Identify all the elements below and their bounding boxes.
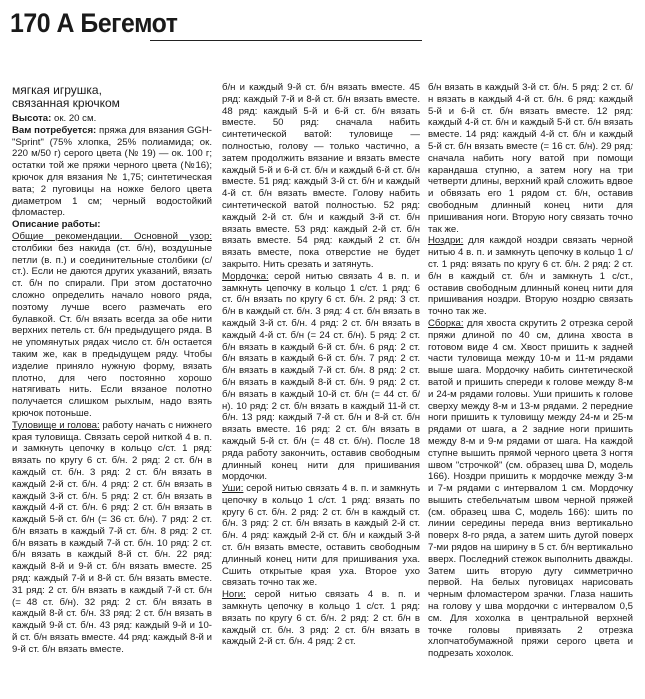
snout-label: Мордочка:	[222, 270, 269, 282]
legs-paragraph	[222, 589, 420, 648]
column-3	[428, 82, 633, 660]
nostrils-paragraph	[428, 235, 633, 318]
size-paragraph	[12, 113, 212, 125]
column-1	[12, 113, 212, 656]
description-heading: Описание работы:	[12, 219, 101, 231]
torso-paragraph	[12, 420, 212, 656]
legs-text: серой нитью связать 4 в. п. и замкнуть цепочку в кольцо 1 с/ст. 1 ряд: вязать по кругу 6 ст. б/н. 2 ряд: 2 ст. б/н в каждый ст. б/н. 3 ряд: 2 ст. б/н вязать в каждый 2-й ст. б/н. 4 ряд: 2 ст.	[222, 589, 420, 648]
materials-label: Вам потребуется:	[12, 124, 97, 136]
subtitle	[12, 84, 202, 110]
snout-text: серой нитью связать 4 в. п. и замкнуть цепочку в кольцо 1 с/ст. 1 ряд: 6 ст. б/н вязать по кругу 6 ст. б/н. 2 ряд: 3 ст. б/н в каждый ст. б/н. 3 ряд: 4 ст. б/н вязать в каждый 3-й ст. б/н. 4 ряд: 2 ст. б/н вязать в каждый 4-й ст. б/н (= 24 ст. б/н). 5 ряд: 2 ст. б/н вязать в каждый 6-й ст. б/н. 6 ряд: 2 ст. б/н вязать в каждый 6-й ст. б/н. 7 ряд: 2 ст. б/н вязать в каждый 7-й ст. б/н. 8 ряд: 2 ст. б/н вязать в каждый 8-й ст. б/н. 9 ряд: 2 ст. б/н вязать в каждый 10-й ст. б/н (= 44 ст. б/н). 10 ряд: 2 ст. б/н вязать в каждый 11-й ст. б/н. 13 ряд: каждый 7-й ст. б/н и 8-й ст. б/н вязать вместе. 16 ряд: 2 ст. б/н вязать в каждый 5-й ст. б/н (= 48 ст. б/н). После 18 ряда работу закончить, оставив свободным длинный конец нити для пришивания мордочки.	[222, 270, 420, 483]
torso-continued: б/н и каждый 9-й ст. б/н вязать вместе. 45 ряд: каждый 7-й и 8-й ст. б/н вязать вместе. 48 ряд: каждый 5-й и 6-й ст. б/н вязать вместе. 50 ряд: сначала набить синтетической ватой: туловище — полностью, голову — только частично, а затем продолжить вязание и вязать вместе каждый 5-й и 6-й ст. б/н и каждый 6-й ст. б/н вместе. 51 ряд: каждый 3-й ст. б/н и каждый 4-й ст. б/н вязать вместе. Голову набить синтетической ватой полностью. 52 ряд: каждый 2-й ст. б/н и каждый 3-й ст. б/н вязать вместе. 53 ряд: каждый 2-й ст. б/н вязать вместе. 54 ряд: каждый 2 ст. б/н вязать вместе, пока отверстие не будет закрыто. Нить срезать и затянуть.	[222, 82, 420, 270]
subtitle-line-2: связанная крючком	[12, 96, 120, 110]
title-rule	[150, 40, 422, 41]
snout-paragraph	[222, 271, 420, 483]
legs-continued: б/н вязать в каждый 3-й ст. б/н. 5 ряд: 2 ст. б/н вязать в каждый 4-й ст. б/н. 6 ряд: каждый 5-й и 6-й ст. б/н вязать вместе. 12 ряд: каждый 4-й ст. б/н и каждый 5-й ст. б/н вязать вместе. 14 ряд: каждый 4-й ст. б/н и каждый 5-й ст. б/н вязать вместе (= 16 ст. б/н). 29 ряд: сначала набить ногу ватой при помощи карандаша ступню, а затем ногу на три четверти длины, верхний край сложить вдвое и обвязать его 1 рядом ст. б/н, оставив свободным длинный конец нити для пришивания ноги. Вторую ногу связать точно так же.	[428, 82, 633, 235]
ears-paragraph	[222, 483, 420, 589]
assembly-text: для хвоста скрутить 2 отрезка серой пряжи длиной по 40 см, длина хвоста в готовом виде 4 см. Хвост пришить к задней части туловища между 10-м и 11-м рядами выше шага. Мордочку набить синтетической ватой и пришить спереди к голове между 8-м и 24-м рядами головы. Уши пришить к голове сверху между 8-м и 13-м рядами. 2 передние ноги пришить к туловищу между 24-м и 25-м рядами от шага, а 2 задние ноги пришить между 8-м и 9-м рядами от шага. На каждой ступне вышить прямой черного цвета 3 ногтя швом "строчкой" (см. образец шва D, модель 166). Ноздри пришить к мордочке между 3-м и 7-м рядами с интервалом 1 см. Мордочку вышить стебельчатым швом черной пряжей (см. образец шва C, модель 166): шить по линии середины переда вниз вертикально поверх 8-го ряда, а затем шить дугой поверх 7-ми рядов на ширину в 5 ст. б/н вертикально вверх. Последний стежок выполнить дважды. Затем шить вторую дугу симметрично первой. На белых пуговицах нарисовать черным фломастером зрачки. Глаза нашить на голову у шва мордочки с интервалом 0,5 см. Для хохолка в центральной верхней точке головы привязать 2 отрезка хлопчатобумажной пряжи серого цвета и подрезать хохолок.	[428, 317, 633, 660]
assembly-label: Сборка:	[428, 317, 464, 329]
size-label: Высота:	[12, 113, 52, 124]
ears-label: Уши:	[222, 483, 244, 495]
ears-text: серой нитью связать 4 в. п. и замкнуть цепочку в кольцо 1 с/ст. 1 ряд: вязать по кругу 6 ст. б/н. 2 ряд: 2 ст. б/н в каждый ст. б/н. 3 ряд: 2 ст. б/н вязать в каждый 2-й ст. б/н. 4 ряд: каждый 2-й ст. б/н и каждый 3-й ст. б/н вязать вместе, оставить свободным длинный конец нити для пришивания уха. Сшить открытые края уха. Второе ухо связать точно так же.	[222, 483, 420, 589]
materials-text: пряжа для вязания GGH-"Sprint" (75% хлопка, 25% полиамида; ок. 220 м/50 г) серого цвета (№ 19) — ок. 100 г; остатки той же пряжи черного цвета (№16); крючок для вязания № 1,75; синтетическая вата; 2 пуговицы на ножке белого цвета диаметром 1 см; черный водостойкий фломастер.	[12, 124, 212, 219]
basic-label: Общие рекомендации. Основной узор:	[12, 230, 212, 242]
legs-label: Ноги:	[222, 589, 246, 601]
torso-label: Туловище и голова:	[12, 419, 100, 431]
nostrils-text: для каждой ноздри связать черной нитью 4 в. п. и замкнуть цепочку в кольцо 1 с/ст. 1 ряд: вязать по кругу 6 ст. б/н. 2 ряд: 2 ст. б/н в каждый ст. б/н и замкнуть 1 с/ст., оставив свободным длинный конец нити для пришивания ноздри. Вторую ноздрю связать точно так же.	[428, 235, 633, 318]
basic-paragraph	[12, 231, 212, 420]
torso-text: работу начать с нижнего края туловища. Связать серой ниткой 4 в. п. и замкнуть цепочку в кольцо с/ст. 1 ряд: вязать по кругу 6 ст. б/н. 2 ряд: 2 ст. б/н в каждый ст. б/н. 3 ряд: 2 ст. б/н вязать в каждый 2-й ст. б/н. 4 ряд: 2 ст. б/н вязать в каждый 3-й ст. б/н. 5 ряд: 2 ст. б/н вязать в каждый 4-й ст. б/н. 6 ряд: 2 ст. б/н вязать в каждый 5-й ст. б/н (= 36 ст. б/н). 7 ряд: 2 ст. б/н вязать в каждый 7-й ст. б/н. 8 ряд: 2 ст. б/н вязать в каждый 7-й ст. б/н. 10 ряд: 2 ст. б/н вязать в каждый 8-й ст. б/н. 22 ряд: каждый 8-й и 9-й ст. б/н вязать вместе. 25 ряд: каждый 7-й и 8-й ст. б/н вязать вместе. 31 ряд: 2 ст. б/н вязать в каждый 7-й ст. б/н (= 48 ст. б/н). 32 ряд: 2 ст. б/н вязать в каждый 8-й ст. б/н. 33 ряд: 2 ст. б/н вязать в каждый 9-й ст. б/н. 43 ряд: каждый 9-й и 10-й ст. б/н вязать вместе. 44 ряд: каждый 8-й и 9-й ст. б/н вязать вместе.	[12, 419, 212, 655]
assembly-paragraph	[428, 318, 633, 660]
subtitle-line-1: мягкая игрушка,	[12, 83, 102, 97]
materials-paragraph	[12, 125, 212, 219]
basic-text: столбики без накида (ст. б/н), воздушные петли (в. п.) и соединительные столбики (с/ст.). Если не даются других указаний, вязать ст. б/н по спирали. При этом достаточно сложно определить начало нового ряда, поэтому лучше всего размечать его булавкой. Ст. б/н вязать всегда за обе нити верхних петель ст. б/н предыдущего ряда. В не упомянутых рядах число ст. б/н остается таким же, как в предыдущем ряду. Чтобы изделие приняло нужную форму, вязать плотно, для чего постоянно хорошо натягивать нить. Если вязаное полотно получается слишком рыхлым, надо взять крючок потоньше.	[12, 242, 212, 419]
size-value: ок. 20 см.	[53, 113, 97, 124]
page-title: 170 А Бегемот	[10, 8, 178, 38]
column-2	[222, 82, 420, 648]
nostrils-label: Ноздри:	[428, 235, 464, 247]
